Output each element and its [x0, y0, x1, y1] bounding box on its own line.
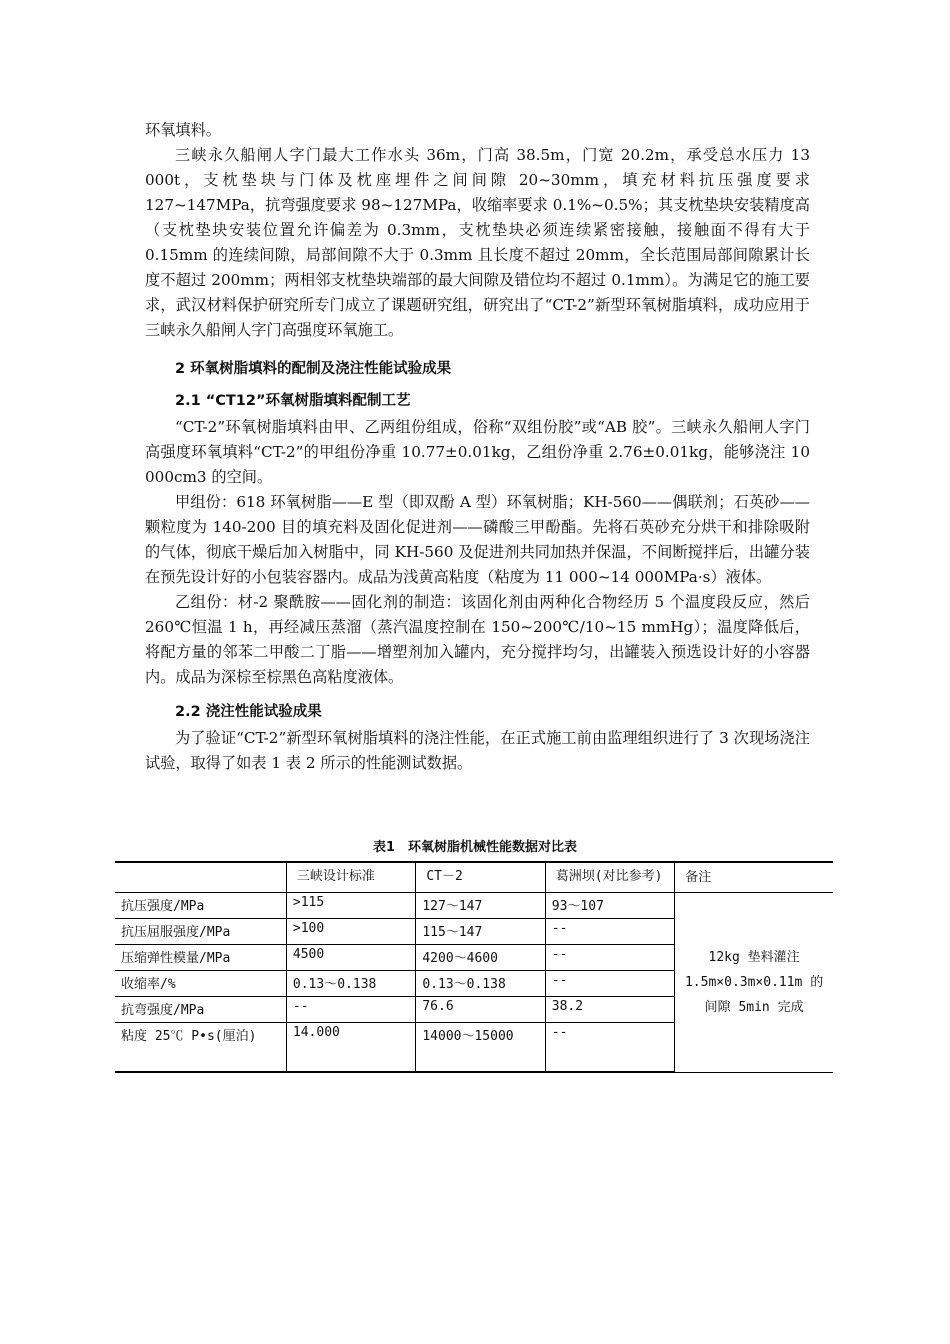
- table-cell: 0.13～0.138: [286, 971, 415, 997]
- section-heading: 2 环氧树脂填料的配制及浇注性能试验成果: [175, 361, 452, 377]
- table-cell: --: [545, 945, 674, 971]
- table-container: [115, 833, 835, 1073]
- header-cell: 葛洲坝(对比参考): [545, 862, 674, 893]
- table-cell: 76.6: [416, 997, 545, 1023]
- table-cell: 0.13～0.138: [416, 971, 545, 997]
- table-cell: 14.000: [286, 1023, 415, 1073]
- table-header-row: [115, 862, 833, 893]
- table-cell: --: [545, 971, 674, 997]
- header-cell: 三峡设计标准: [286, 862, 415, 893]
- data-table: [115, 861, 833, 1073]
- header-cell: CT－2: [416, 862, 545, 893]
- table-row: [115, 893, 833, 919]
- table-cell: 收缩率/%: [115, 971, 286, 997]
- table-cell: 115～147: [416, 919, 545, 945]
- table-cell: 4200～4600: [416, 945, 545, 971]
- table-cell: 127～147: [416, 893, 545, 919]
- header-cell: 备注: [675, 862, 833, 893]
- table-cell: 粘度 25℃ P•s(厘泊): [115, 1023, 286, 1073]
- subsection-heading: 2.1 “CT12”环氧树脂填料配制工艺: [175, 393, 411, 409]
- table-cell: >115: [286, 893, 415, 919]
- table-cell: --: [286, 997, 415, 1023]
- table-cell: --: [545, 1023, 674, 1073]
- table-cell: 抗弯强度/MPa: [115, 997, 286, 1023]
- paragraph: 三峡永久船闸人字门最大工作水头 36m，门高 38.5m，门宽 20.2m，承受总水压力 13 000t，支枕垫块与门体及枕座埋件之间间隙 20~30mm，填充材料抗压强度要求 127~147MPa，抗弯强度要求 98~127MPa，收缩率要求 0.1%~0.5%；其支枕垫块安装精度高（支枕垫块安装位置允许偏差为 0.3mm，支枕垫块必须连续紧密接触，接触面不得有大于 0.15mm 的连续间隙，局部间隙不大于 0.3mm 且长度不超过 20mm，全长范围局部间隙累计长度不超过 200mm；两相邻支枕垫块端部的最大间隙及错位均不超过 0.1mm）。为满足它的施工要求，武汉材料保护研究所专门成立了课题研究组，研究出了“CT-2”新型环氧树脂填料，成功应用于三峡永久船闸人字门高强度环氧施工。: [145, 146, 810, 339]
- table-cell: 93～107: [545, 893, 674, 919]
- table-cell: 38.2: [545, 997, 674, 1023]
- table-cell: 压缩弹性模量/MPa: [115, 945, 286, 971]
- paragraph: “CT-2”环氧树脂填料由甲、乙两组份组成，俗称“双组份胶”或“AB 胶”。三峡永久船闸人字门高强度环氧填料“CT-2”的甲组份净重 10.77±0.01kg，乙组份净重 2.76±0.01kg，能够浇注 10 000cm3 的空间。: [145, 418, 810, 486]
- table-cell: 14000～15000: [416, 1023, 545, 1073]
- table-cell: >100: [286, 919, 415, 945]
- paragraph: 甲组份：618 环氧树脂——E 型（即双酚 A 型）环氧树脂；KH-560——偶联剂；石英砂——颗粒度为 140-200 目的填充料及固化促进剂——磷酸三甲酚酯。先将石英砂充分烘干和排除吸附的气体，彻底干燥后加入树脂中，同 KH-560 及促进剂共同加热并保温，不间断搅拌后，出罐分装在预先设计好的小包装容器内。成品为浅黄高粘度（粘度为 11 000~14 000MPa·s）液体。: [145, 493, 810, 586]
- table-caption: 表1 环氧树脂机械性能数据对比表: [372, 840, 578, 855]
- table-cell: 抗压强度/MPa: [115, 893, 286, 919]
- note-cell: 12kg 垫料灌注 1.5m×0.3m×0.11m 的间隙 5min 完成: [675, 893, 833, 1073]
- paragraph: 为了验证“CT-2”新型环氧树脂填料的浇注性能，在正式施工前由监理组织进行了 3 次现场浇注试验，取得了如表 1 表 2 所示的性能测试数据。: [145, 729, 810, 772]
- document-body: [145, 118, 810, 776]
- table-cell: --: [545, 919, 674, 945]
- subsection-heading: 2.2 浇注性能试验成果: [175, 704, 322, 720]
- table-cell: 4500: [286, 945, 415, 971]
- header-cell: [115, 862, 286, 893]
- paragraph: 环氧填料。: [145, 121, 221, 139]
- table-cell: 抗压屈服强度/MPa: [115, 919, 286, 945]
- paragraph: 乙组份：材-2 聚酰胺——固化剂的制造：该固化剂由两种化合物经历 5 个温度段反应，然后 260℃恒温 1 h，再经减压蒸溜（蒸汽温度控制在 150~200℃/10~15 mmHg）；温度降低后，将配方量的邻苯二甲酸二丁脂——增塑剂加入罐内，充分搅拌均匀，出罐装入预选设计好的小容器内。成品为深棕至棕黑色高粘度液体。: [145, 593, 810, 686]
